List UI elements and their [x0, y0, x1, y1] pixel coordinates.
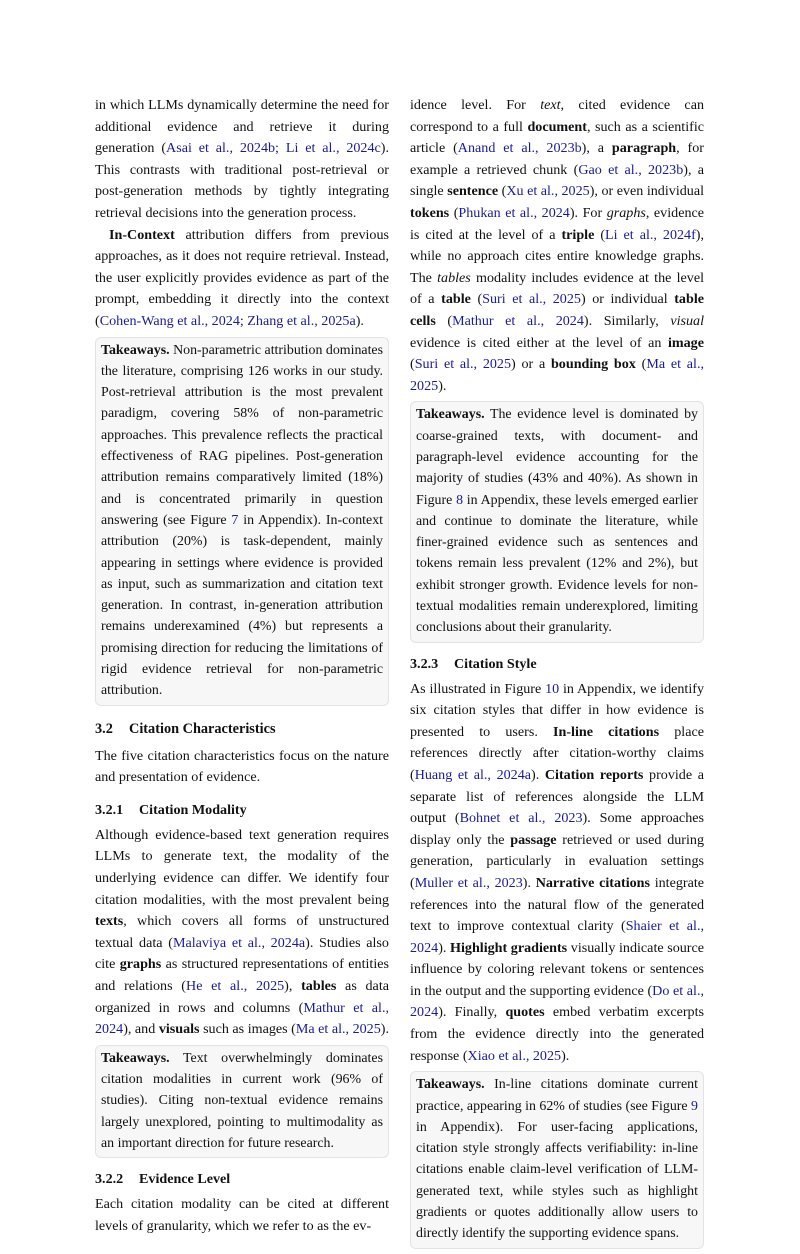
citation-link[interactable]: Cohen-Wang et al., 2024; Zhang et al., 2025a [99, 312, 356, 329]
citation-link[interactable]: Shaier et al., 2024 [410, 918, 704, 956]
evidence-paragraph: Each citation modality can be cited at different levels of granularity, which we refer to as the ev- [95, 1196, 389, 1234]
citation-link[interactable]: Do et al., 2024 [410, 982, 704, 1021]
italic-term: tables [437, 269, 471, 286]
citation-link[interactable]: He et al., 2025 [186, 977, 285, 994]
left-column [95, 95, 389, 1237]
bold-term: paragraph [611, 140, 677, 157]
citation-link[interactable]: Xu et al., 2025 [506, 183, 590, 200]
bold-term: Takeaways. [101, 1050, 170, 1066]
citation-link[interactable]: Bohnet et al., 2023 [459, 810, 583, 827]
bold-term: tables [301, 977, 337, 994]
incontext-paragraph: In-Context attribution differs from previous approaches, as it does not require retrieval. Instead, the user explicitly provides evidence as part of the prompt, embedding it directly into the context (Cohen-Wang et al., 2024; Zhang et al., 2025a). [95, 226, 389, 329]
takeaway-text: Takeaways. Non-parametric attribution dominates the literature, comprising 126 works in our study. Post-retrieval attribution is the most prevalent paradigm, covering 58% of non-parametric approaches. This prevalence reflects the practical effectiveness of RAG pipelines. Post-generation attribution remains comparatively limited (18%) and is concentrated primarily in question answering (see Figure 7 in Appendix). In-context attribution (20%) is task-dependent, mainly appearing in settings where evidence is provided as input, such as summarization and citation text generation. In contrast, in-generation attribution remains underexamined (4%) but represents a promising direction for reducing the limitations of rigid evidence retrieval for non-parametric attribution. [101, 342, 384, 699]
takeaway-text: Takeaways. Text overwhelmingly dominates citation modalities in current work (96% of studies). Citing non-textual evidence remains largely unexplored, pointing to multimodality as an important direction for future research. [101, 1050, 383, 1151]
citation-link[interactable]: Li et al., 2024f [605, 226, 696, 243]
bold-term: Citation reports [544, 766, 644, 783]
subsection-heading: 3.2.3 Citation Style [410, 655, 537, 672]
bold-term: document [527, 118, 587, 135]
modality-paragraph: Although evidence-based text generation requires LLMs to generate text, the modality of the underlying evidence can differ. We identify four citation modalities, with the most prevalent being texts, which covers all forms of unstructured textual data (Malaviya et al., 2024a). Studies also cite graphs as structured representations of entities and relations (He et al., 2025), tables as data organized in rows and columns (Mathur et al., 2024), and visuals such as images (Ma et al., 2025). [95, 826, 389, 1038]
takeaway-box [95, 1045, 389, 1158]
takeaway-box [95, 337, 389, 706]
bold-term: texts [95, 913, 124, 930]
takeaway-box [410, 401, 704, 642]
citation-link[interactable]: Suri et al., 2025 [414, 356, 512, 373]
takeaway-text: Takeaways. The evidence level is dominated by coarse-grained texts, with document- and paragraph-level evidence accounting for the majority of studies (43% and 40%). As shown in Figure 8 in Appendix, these levels emerged earlier and continue to dominate the literature, while finer-grained evidence such as sentences and tokens remain less prevalent (12% and 2%), but exhibit stronger growth. Evidence levels for non-textual modalities remain underexplored, limiting conclusions about their granularity. [416, 407, 698, 636]
bold-term: passage [510, 831, 557, 848]
italic-term: graphs [606, 204, 646, 221]
bold-term: image [667, 334, 704, 351]
bold-term: triple [561, 226, 595, 243]
citation-link[interactable]: 8 [456, 492, 464, 508]
bold-term: table [441, 291, 471, 308]
bold-term: In-Context [109, 226, 175, 243]
bold-term: Takeaways. [416, 1077, 485, 1093]
bold-term: quotes [505, 1004, 545, 1021]
takeaway-text: Takeaways. In-line citations dominate current practice, appearing in 62% of studies (see Figure 9 in Appendix). For user-facing applications, citation style strongly affects verifiability: in-line citations enable claim-level verification of LLM-generated text, while styles such as highlight gradients or quotes additionally allow users to directly identify the supporting evidence spans. [416, 1077, 698, 1242]
evidence-paragraph-cont: idence level. For text, cited evidence can correspond to a full document, such as a scientific article (Anand et al., 2023b), a paragraph, for example a retrieved chunk (Gao et al., 2023b), a single sentence (Xu et al., 2025), or even individual tokens (Phukan et al., 2024). For graphs, evidence is cited at the level of a triple (Li et al., 2024f), while no approach cites entire knowledge graphs. The tables modality includes evidence at the level of a table (Suri et al., 2025) or individual table cells (Mathur et al., 2024). Similarly, visual evidence is cited either at the level of an image (Suri et al., 2025) or a bounding box (Ma et al., 2025). [410, 97, 705, 394]
bold-term: visuals [158, 1021, 200, 1038]
bold-term: bounding box [550, 356, 636, 373]
citation-link[interactable]: Ma et al., 2025 [410, 356, 704, 394]
bold-term: Highlight gradients [450, 939, 568, 956]
intro-paragraph: in which LLMs dynamically determine the need for additional evidence and retrieve it during generation (Asai et al., 2024b; Li et al., 2024c). This contrasts with traditional post-retrieval or post-generation methods by tightly integrating retrieval decisions into the generation process. [95, 97, 389, 221]
citation-style-paragraph: As illustrated in Figure 10 in Appendix, we identify six citation styles that differ in how evidence is presented to users. In-line citations place references directly after citation-worthy claims (Huang et al., 2024a). Citation reports provide a separate list of references alongside the LLM output (Bohnet et al., 2023). Some approaches display only the passage retrieved or used during generation, particularly in evaluation settings (Muller et al., 2023). Narrative citations integrate references into the natural flow of the generated text to improve contextual clarity (Shaier et al., 2024). Highlight gradients visually indicate source influence by coloring relevant tokens or sentences in the output and the supporting evidence (Do et al., 2024). Finally, quotes embed verbatim excerpts from the evidence directly into the generated response (Xiao et al., 2025). [410, 680, 705, 1064]
citation-link[interactable]: 9 [691, 1098, 698, 1114]
bold-term: tokens [410, 204, 450, 221]
bold-term: sentence [447, 183, 499, 200]
citation-link[interactable]: Ma et al., 2025 [295, 1021, 381, 1038]
section-heading: 3.2 Citation Characteristics [95, 720, 276, 737]
citation-link[interactable]: Mathur et al., 2024 [452, 312, 584, 329]
italic-term: text [540, 97, 561, 113]
citation-link[interactable]: Phukan et al., 2024 [458, 204, 570, 221]
citation-link[interactable]: Muller et al., 2023 [414, 874, 523, 891]
subsection-heading: 3.2.1 Citation Modality [95, 801, 247, 818]
citation-link[interactable]: 7 [231, 512, 239, 528]
bold-term: In-line citations [553, 723, 660, 740]
citation-link[interactable]: Huang et al., 2024a [414, 766, 532, 783]
subsection-heading: 3.2.2 Evidence Level [95, 1171, 231, 1188]
citation-link[interactable]: Anand et al., 2023b [457, 140, 582, 157]
bold-term: graphs [119, 956, 162, 973]
citation-link[interactable]: Suri et al., 2025 [482, 291, 581, 308]
citation-link[interactable]: Xiao et al., 2025 [467, 1047, 562, 1064]
section-paragraph: The five citation characteristics focus on the nature and presentation of evidence. [95, 747, 389, 786]
bold-term: table cells [410, 291, 704, 329]
right-column [410, 95, 704, 1254]
bold-term: Takeaways. [416, 407, 485, 423]
citation-link[interactable]: Mathur et al., 2024 [95, 999, 389, 1038]
bold-term: Narrative citations [535, 874, 650, 891]
takeaway-box [410, 1071, 704, 1248]
citation-link[interactable]: 10 [545, 680, 560, 697]
italic-term: visual [670, 312, 705, 329]
citation-link[interactable]: Malaviya et al., 2024a [172, 934, 306, 951]
citation-link[interactable]: Gao et al., 2023b [578, 161, 684, 178]
bold-term: Takeaways. [101, 342, 170, 358]
citation-link[interactable]: Asai et al., 2024b; Li et al., 2024c [166, 140, 381, 157]
